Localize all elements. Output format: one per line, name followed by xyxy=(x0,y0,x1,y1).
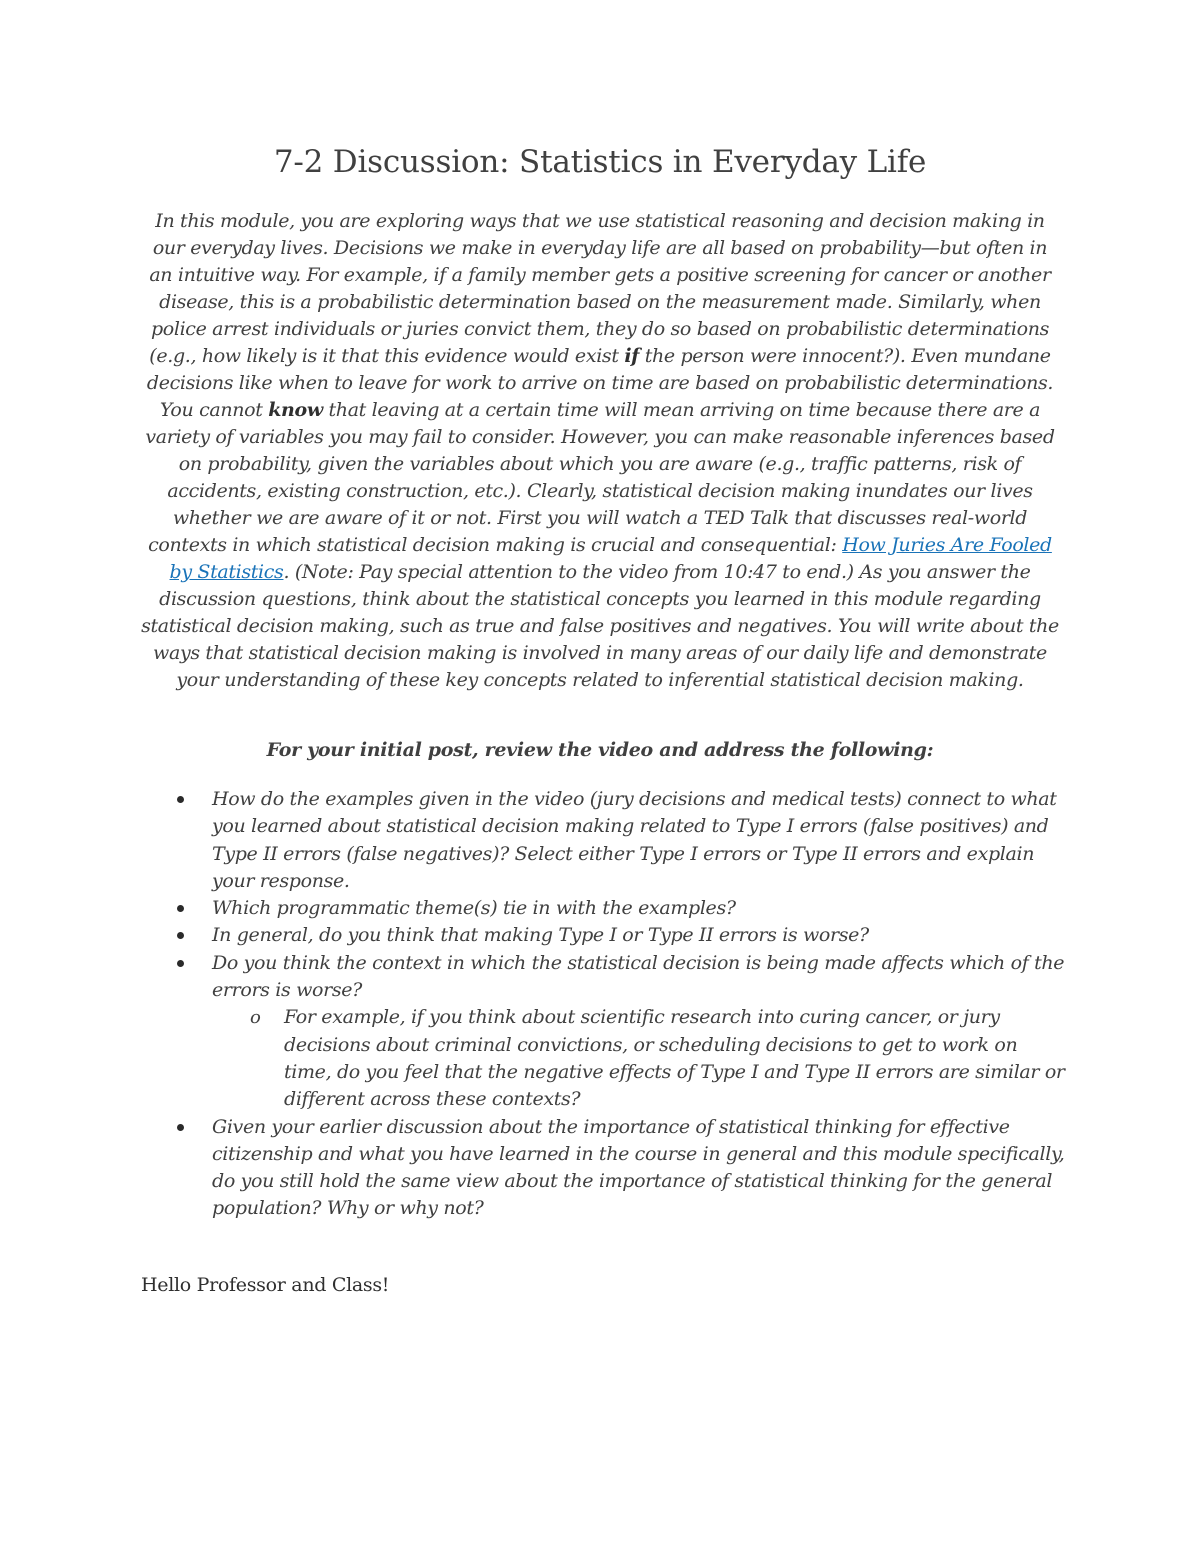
bullet-icon xyxy=(177,960,184,967)
bullet-icon xyxy=(177,796,184,803)
list-item xyxy=(168,895,1068,922)
intro-paragraph xyxy=(140,208,1060,694)
intro-text-2: the person were innocent?). Even mundane decisions like when to leave for work to arrive on time are based on probabilistic determinations. You cannot xyxy=(146,345,1054,421)
ted-talk-link[interactable]: How Juries Are Fooled by Statistics xyxy=(169,534,1052,583)
bullet-icon xyxy=(177,905,184,912)
question-list xyxy=(168,786,1068,1223)
circle-bullet-icon: o xyxy=(250,1007,261,1029)
initial-post-prompt: For your initial post, review the video and address the following: xyxy=(266,739,934,761)
intro-text-4: . (Note: Pay special attention to the video from 10:47 to end.) As you answer the discussion questions, think about the statistical concepts you learned in this module regarding statistical decision making, such as true and false positives and negatives. You will write about the ways that statistical decision making is involved in many areas of our daily life and demonstrate your understanding of these key concepts related to inferential statistical decision making. xyxy=(141,561,1059,691)
list-item xyxy=(168,922,1068,949)
bullet-icon xyxy=(177,932,184,939)
question-text: Given your earlier discussion about the importance of statistical thinking for effective citizenship and what you have learned in the course in general and this module specifically, do you still hold the same view about the importance of statistical thinking for the general population? Why or why not? xyxy=(212,1115,1065,1220)
question-text: How do the examples given in the video (jury decisions and medical tests) connect to what you learned about statistical decision making related to Type I errors (false positives) and Type II errors (false negatives)? Select either Type I errors or Type II errors and explain your response. xyxy=(212,788,1057,892)
intro-bold-know: know xyxy=(268,399,323,421)
intro-text-3: that leaving at a certain time will mean arriving on time because there are a variety of variables you may fail to consider. However, you can make reasonable inferences based on probability, given the variables about which you are aware (e.g., traffic patterns, risk of accidents, existing construction, etc.). Clearly, statistical decision making inundates our lives whether we are aware of it or not. First you will watch a TED Talk that discusses real-world contexts in which statistical decision making is crucial and consequential: xyxy=(145,399,1055,556)
sub-question-list xyxy=(212,1004,1068,1113)
intro-text-1: In this module, you are exploring ways that we use statistical reasoning and decision making in our everyday lives. Decisions we make in everyday life are all based on probability—but often in an intuitive way. For example, if a family member gets a positive screening for cancer or another disease, this is a probabilistic determination based on the measurement made. Similarly, when police arrest individuals or juries convict them, they do so based on probabilistic determinations (e.g., how likely is it that this evidence would exist xyxy=(149,210,1051,367)
list-item xyxy=(168,786,1068,895)
question-text: Which programmatic theme(s) tie in with the examples? xyxy=(212,897,736,920)
list-item xyxy=(168,1114,1068,1223)
sub-list-item xyxy=(212,1004,1068,1113)
greeting-text: Hello Professor and Class! xyxy=(141,1274,390,1296)
sub-question-text: For example, if you think about scientific research into curing cancer, or jury decisions about criminal convictions, or scheduling decisions to get to work on time, do you feel that the negative effects of Type I and Type II errors are similar or different across these contexts? xyxy=(284,1006,1065,1111)
bullet-icon xyxy=(177,1124,184,1131)
question-text: Do you think the context in which the statistical decision is being made affects which of the errors is worse? xyxy=(212,951,1065,1002)
question-text: In general, do you think that making Type I or Type II errors is worse? xyxy=(212,924,869,947)
intro-bold-if: if xyxy=(624,345,640,367)
list-item xyxy=(168,950,1068,1114)
page-title: 7-2 Discussion: Statistics in Everyday Life xyxy=(273,144,927,180)
